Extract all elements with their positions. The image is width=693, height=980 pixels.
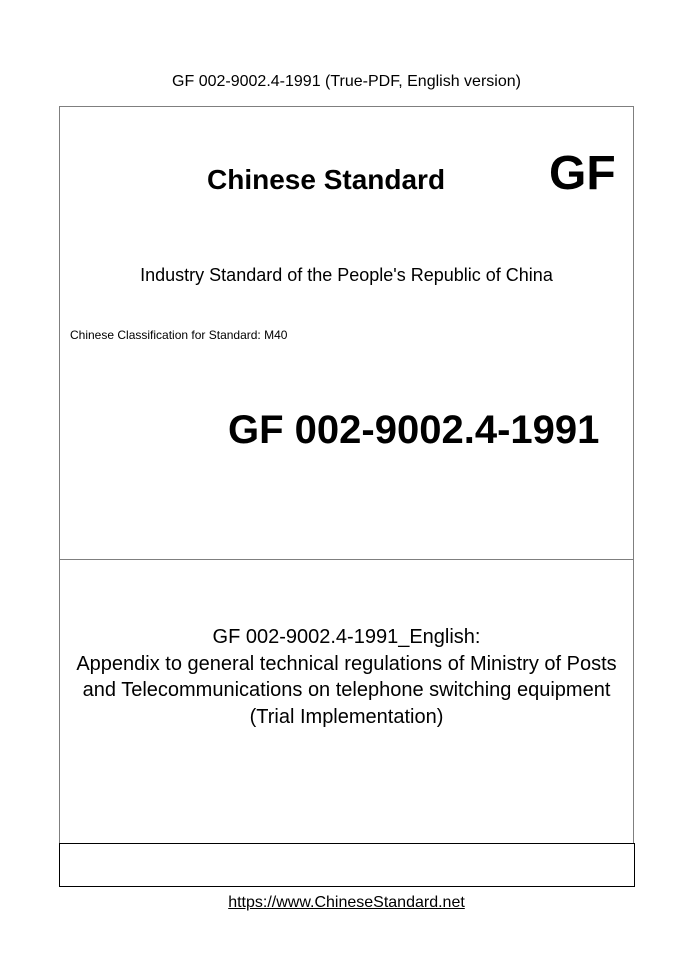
page-header: GF 002-9002.4-1991 (True-PDF, English version) [172, 73, 521, 90]
website-link-container [0, 893, 693, 913]
description-line: and Telecommunications on telephone switching equipment [82, 679, 611, 701]
classification-label: Chinese Classification for Standard: M40 [70, 328, 288, 342]
document-description [59, 624, 634, 730]
description-line: Appendix to general technical regulations of Ministry of Posts [76, 652, 617, 675]
standard-number: GF 002-9002.4-1991 [228, 408, 600, 452]
description-line: GF 002-9002.4-1991_English: [212, 626, 481, 648]
document-title: Chinese Standard [207, 164, 446, 195]
cover-footer-box [59, 843, 635, 887]
description-line: (Trial Implementation) [249, 705, 444, 728]
document-subtitle: Industry Standard of the People's Republic of China [140, 265, 553, 285]
gf-mark: GF [549, 147, 616, 200]
website-link[interactable]: https://www.ChineseStandard.net [228, 894, 465, 911]
